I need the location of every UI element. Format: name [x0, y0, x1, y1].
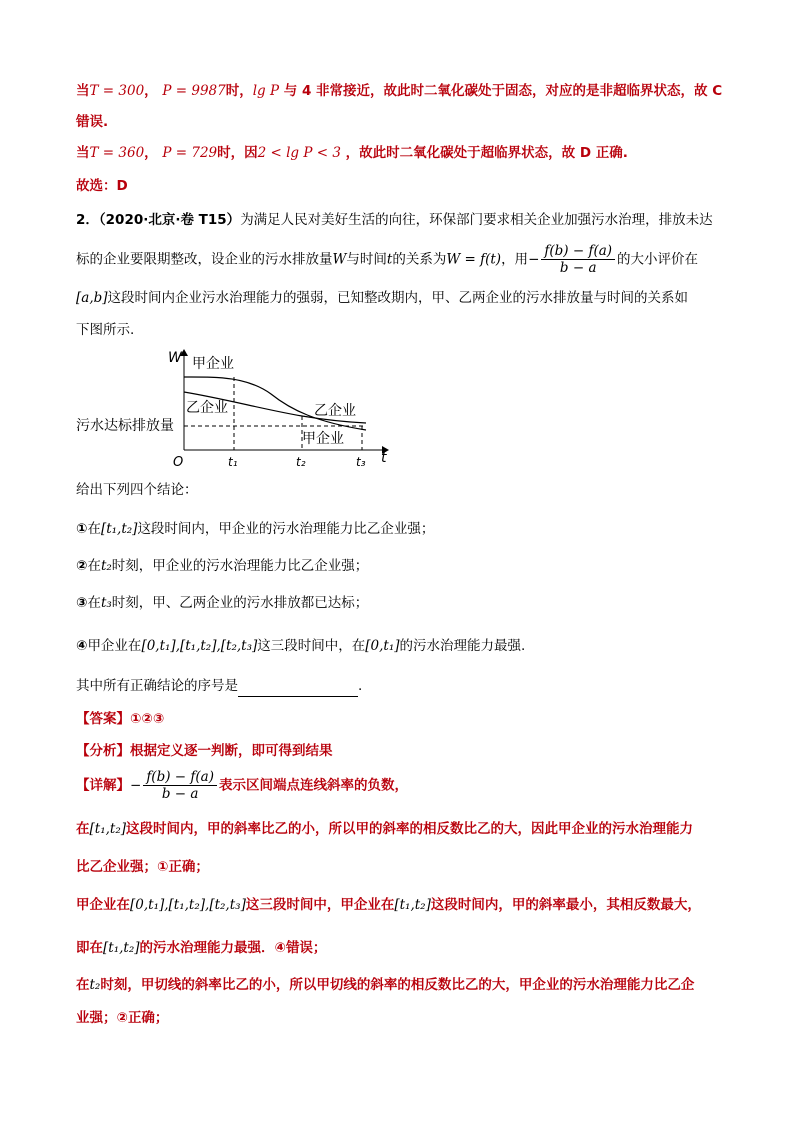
- tick-t2: t₂: [296, 455, 306, 469]
- detail-4: 即在[t₁,t₂]的污水治理能力最强．④错误；: [76, 940, 327, 956]
- detail-5: 在t₂时刻，甲切线的斜率比乙的小，所以甲切线的斜率的相反数比乙的大，甲企业的污水治理能力比乙企: [76, 977, 695, 993]
- slope-fraction: $\frac{f(b) - f(a)}{b - a}$: [541, 243, 615, 276]
- y-axis-label: W: [168, 350, 182, 366]
- conclusion-2: ②在t₂时刻，甲企业的污水治理能力比乙企业强；: [76, 558, 369, 574]
- choice-answer: 故选：D: [76, 178, 128, 194]
- detail-6: 业强；②正确；: [76, 1010, 169, 1026]
- tick-t1: t₁: [228, 455, 238, 469]
- analysis-line: 【分析】根据定义逐一判断，即可得到结果: [76, 743, 333, 759]
- conclusions-intro: 给出下列四个结论：: [76, 482, 198, 498]
- tick-t3: t₃: [356, 455, 366, 469]
- question-2-line-1: 2．（2020·北京·卷 T15）为满足人民对美好生活的向往，环保部门要求相关企业加强污水治理，排放未达: [76, 212, 713, 228]
- answer-blank: [238, 682, 358, 697]
- detail-2: 比乙企业强；①正确；: [76, 859, 209, 875]
- conclusion-1: ①在[t₁,t₂]这段时间内，甲企业的污水治理能力比乙企业强；: [76, 521, 435, 537]
- conclusion-3: ③在t₃时刻，甲、乙两企业的污水排放都已达标；: [76, 595, 369, 611]
- solution-line-3: 当T = 360， P = 729时，因2 < lg P < 3 ，故此时二氧化碳处于超临界状态，故 D 正确.: [76, 145, 628, 161]
- label-yi-right: 乙企业: [314, 403, 356, 419]
- question-prompt: 其中所有正确结论的序号是 .: [76, 675, 724, 697]
- origin-label: O: [173, 455, 184, 470]
- solution-line-2: 错误.: [76, 114, 109, 130]
- emission-diagram: [76, 344, 396, 470]
- label-yi-left: 乙企业: [186, 400, 228, 416]
- label-jia-top: 甲企业: [192, 356, 234, 372]
- detail-fraction: $\frac{f(b) - f(a)}{b - a}$: [143, 769, 217, 802]
- x-axis-label: t: [381, 450, 387, 466]
- solution-line-1: 当T = 300， P = 9987时，lg P 与 4 非常接近，故此时二氧化碳处于固态，对应的是非超临界状态，故 C: [76, 83, 723, 99]
- answer-line: 【答案】①②③: [76, 711, 165, 727]
- detail-3: 甲企业在[0,t₁],[t₁,t₂],[t₂,t₃]这三段时间中，甲企业在[t₁,t₂]这段时间内，甲的斜率最小，其相反数最大，: [76, 897, 701, 913]
- label-standard: 污水达标排放量: [76, 418, 174, 434]
- question-2-line-3: [a,b]这段时间内企业污水治理能力的强弱，已知整改期内，甲、乙两企业的污水排放量与时间的关系如: [76, 290, 689, 306]
- detail-line: 【详解】− $\frac{f(b) - f(a)}{b - a}$ 表示区间端点连线斜率的负数，: [76, 769, 408, 802]
- detail-1: 在[t₁,t₂]这段时间内，甲的斜率比乙的小，所以甲的斜率的相反数比乙的大，因此甲企业的污水治理能力: [76, 821, 693, 837]
- conclusion-4: ④甲企业在[0,t₁],[t₁,t₂],[t₂,t₃]这三段时间中，在[0,t₁]的污水治理能力最强.: [76, 638, 526, 654]
- question-2-line-4: 下图所示.: [76, 322, 135, 338]
- question-2-line-2: 标的企业要限期整改，设企业的污水排放量W与时间t的关系为W = f(t)，用− $\frac{f(b) - f(a)}{b - a}$ 的大小评价在: [76, 243, 699, 276]
- label-jia-right: 甲企业: [302, 431, 344, 447]
